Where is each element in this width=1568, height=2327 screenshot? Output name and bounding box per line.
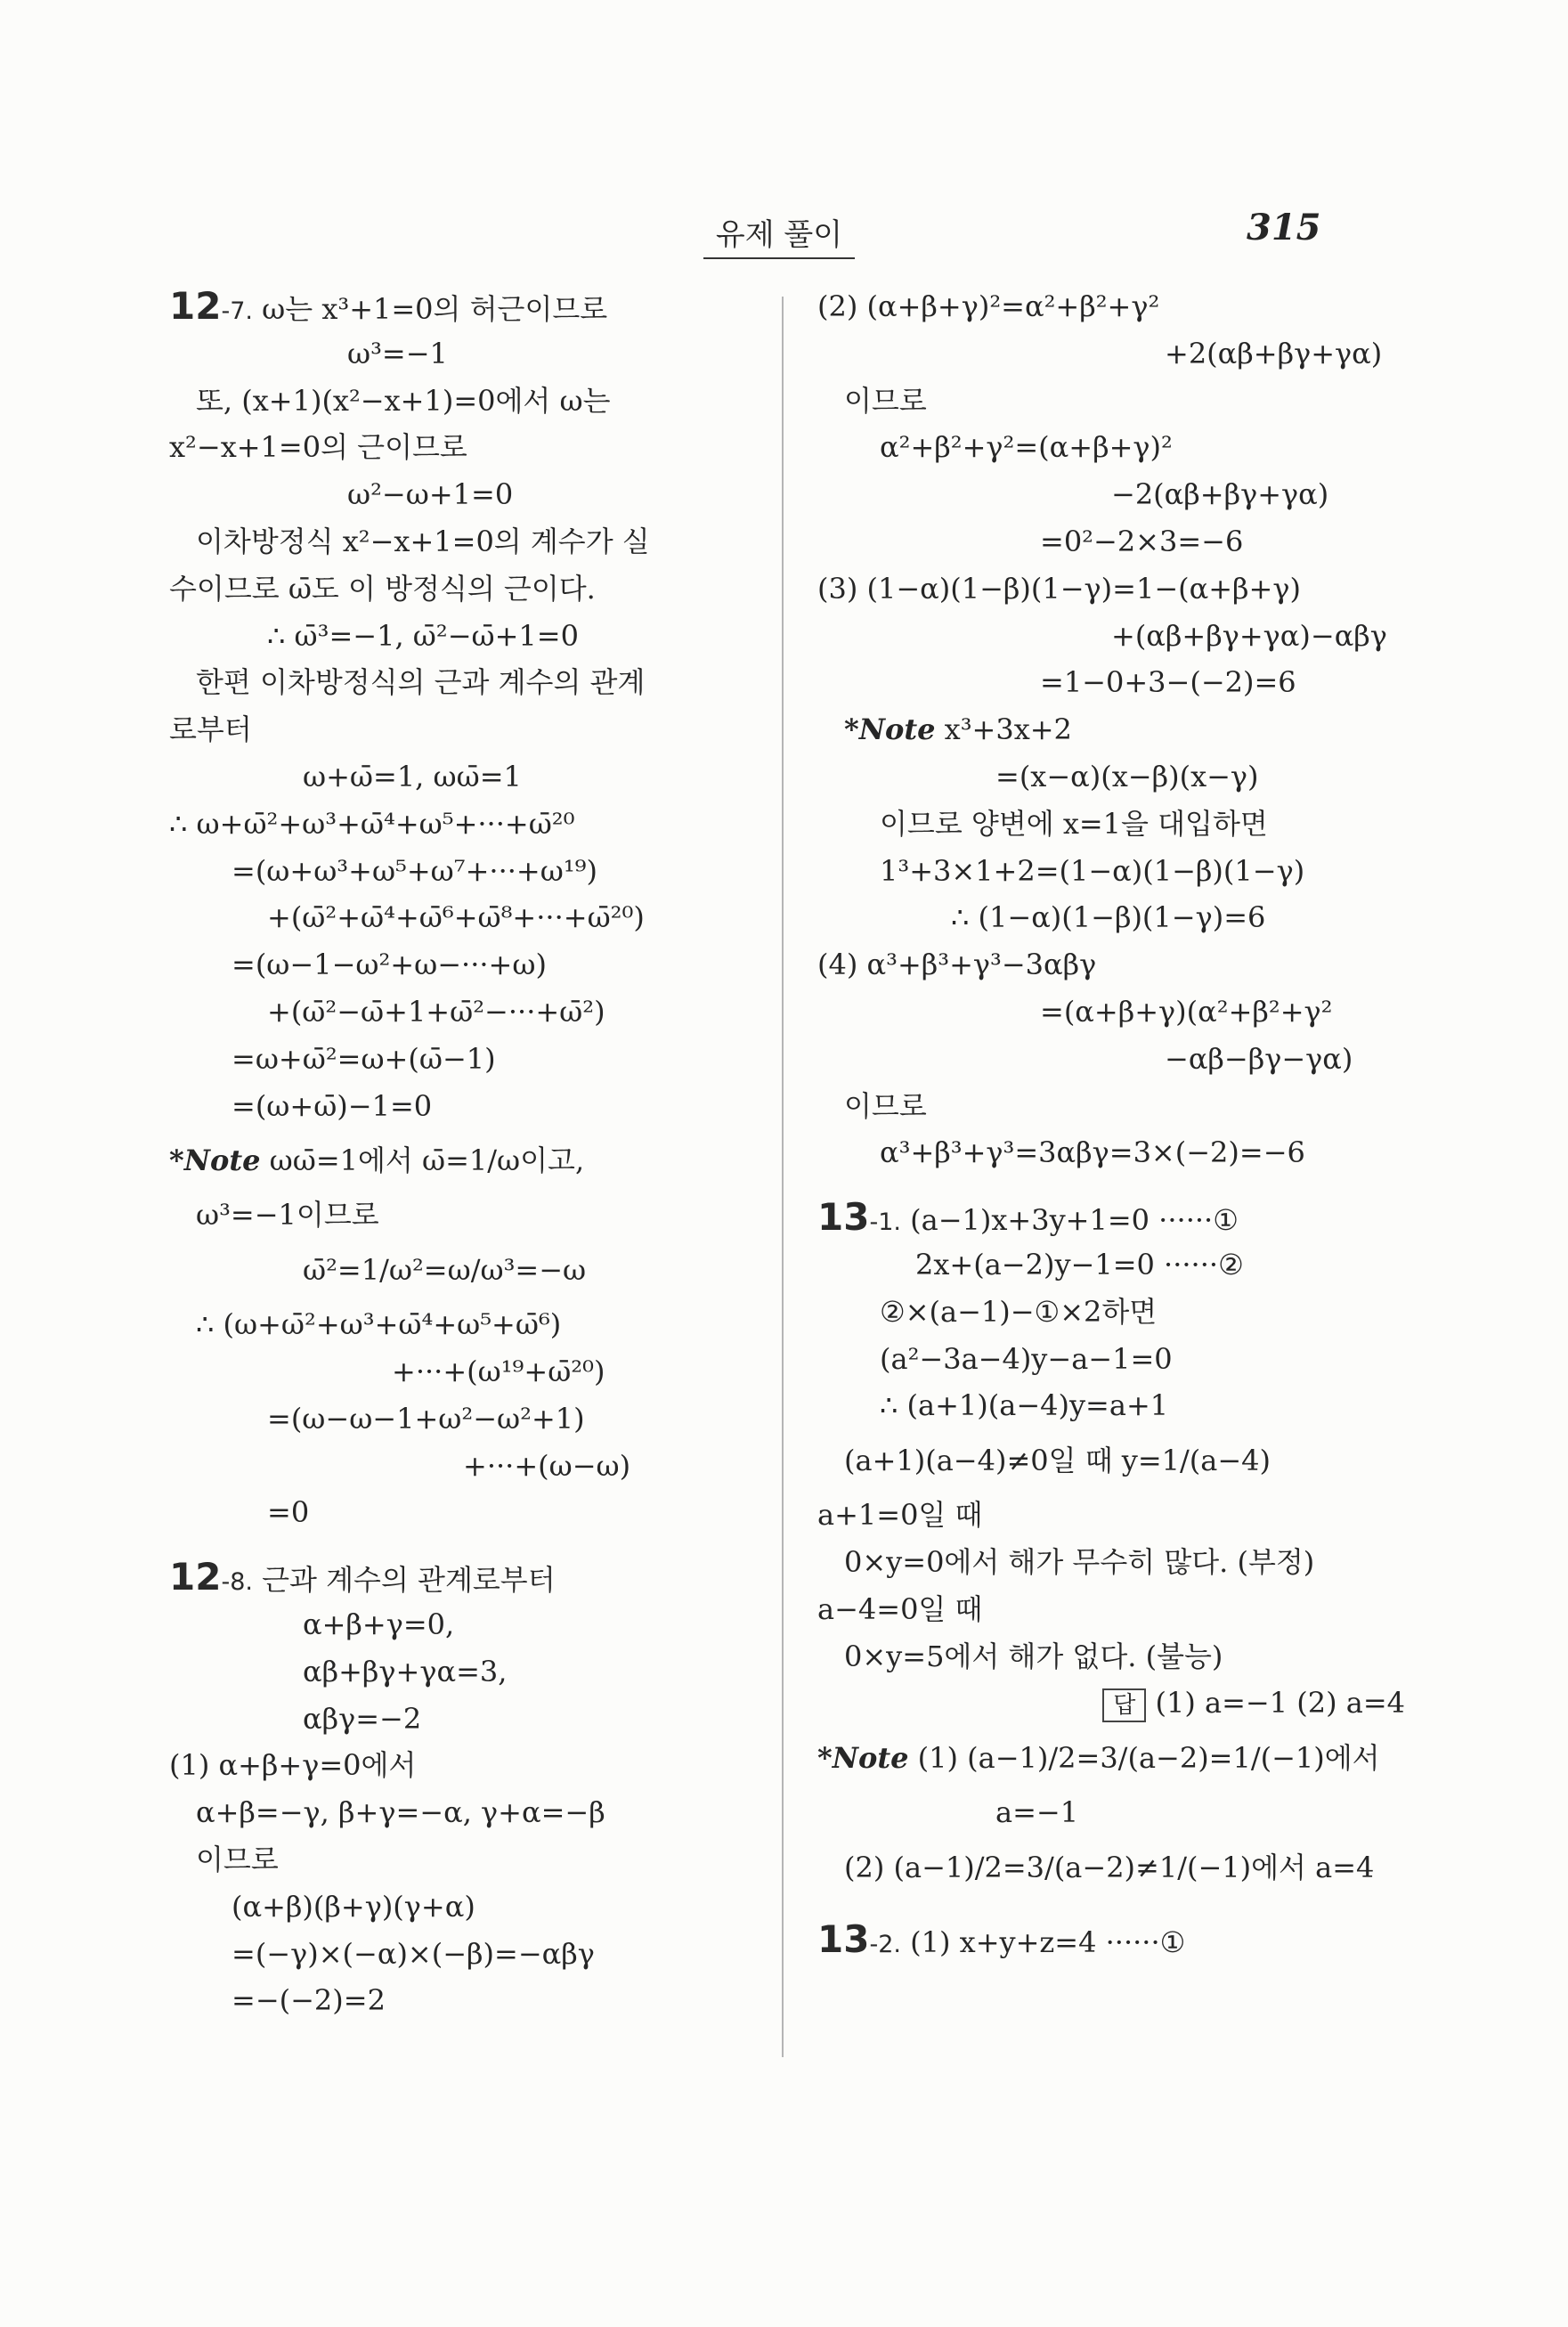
equation-text: =ω+ω̄²=ω+(ω̄−1) xyxy=(232,1041,496,1076)
solution-line xyxy=(817,1083,1405,1130)
solution-line xyxy=(169,753,757,801)
result-value: a=4 xyxy=(1315,1850,1375,1884)
solution-line xyxy=(817,1336,1405,1383)
equation-text: =(ω−1−ω²+ω−···+ω) xyxy=(232,948,547,982)
solution-line xyxy=(169,1489,757,1536)
equation-text: ω³=−1 xyxy=(347,336,448,370)
result-value: 0 xyxy=(290,1495,310,1530)
solution-line xyxy=(817,941,1405,989)
solution-line xyxy=(169,565,757,613)
equation-text: 이므로 xyxy=(844,1088,927,1123)
solution-line xyxy=(817,1129,1405,1176)
equation-text: ω²−ω+1=0 xyxy=(347,477,514,512)
equation-text: ∴ (a+1)(a−4)y=a+1 xyxy=(880,1388,1169,1423)
solution-line xyxy=(817,1633,1405,1680)
equation-text: αβγ=−2 xyxy=(303,1701,422,1736)
problem-number: 12-8. xyxy=(169,1555,253,1599)
equation-text: x²−x+1=0의 근이므로 xyxy=(169,430,467,465)
result-value: 2 xyxy=(367,1983,386,2018)
equation-text: −2(αβ+βγ+γα) xyxy=(1111,477,1329,512)
solution-line xyxy=(817,518,1405,565)
equation-text: α+β+γ=0, xyxy=(303,1607,455,1641)
solution-line xyxy=(169,848,757,895)
solution-line xyxy=(817,330,1405,378)
equation-text: 이차방정식 x²−x+1=0의 계수가 실 xyxy=(196,524,650,558)
solution-line xyxy=(169,518,757,565)
equation-text: (a−1)x+3y+1=0 ······① xyxy=(900,1203,1239,1238)
solution-line xyxy=(817,1036,1405,1083)
equation-text: (3) (1−α)(1−β)(1−γ)=1−(α+β+γ) xyxy=(817,571,1301,606)
result-value: 6 xyxy=(1278,665,1296,700)
solution-line xyxy=(169,706,757,753)
note-label: *Note xyxy=(844,712,936,747)
left-column xyxy=(169,283,757,2024)
page-section-title: 유제 풀이 xyxy=(703,210,855,259)
solution-line xyxy=(169,1192,757,1239)
page-number: 315 xyxy=(1247,207,1321,248)
equation-text: =(ω−ω−1+ω²−ω²+1) xyxy=(267,1401,585,1436)
result-value: a=−1 xyxy=(1205,1686,1288,1721)
equation-text: +(ω̄²+ω̄⁴+ω̄⁶+ω̄⁸+···+ω̄²⁰) xyxy=(267,900,645,935)
equation-text: 1³+3×1+2=(1−α)(1−β)(1−γ) xyxy=(880,853,1305,888)
equation-text: ∴ ω̄³=−1, ω̄²−ω̄+1=0 xyxy=(267,618,579,653)
equation-text: (2) (α+β+γ)²=α²+β²+γ² xyxy=(817,289,1160,323)
solution-line xyxy=(817,659,1405,706)
solution-line xyxy=(169,1977,757,2024)
equation-text: (1) xyxy=(1146,1686,1206,1721)
equation-text: =(α+β+γ)(α²+β²+γ² xyxy=(1040,994,1333,1029)
solution-line xyxy=(169,801,757,848)
solution-line xyxy=(817,1586,1405,1633)
equation-text: =(ω+ω³+ω⁵+ω⁷+···+ω¹⁹) xyxy=(232,853,597,888)
equation-text: (2) xyxy=(1288,1686,1346,1721)
result-value: a=4 xyxy=(1345,1686,1405,1721)
equation-text: αβ+βγ+γα=3, xyxy=(303,1654,508,1688)
problem-number: 12-7. xyxy=(169,284,253,328)
solution-line xyxy=(817,1789,1405,1836)
equation-text: ω+ω̄=1, ωω̄=1 xyxy=(303,759,522,793)
note-label: *Note xyxy=(817,1741,909,1776)
solution-line xyxy=(817,801,1405,848)
solution-line xyxy=(169,1129,757,1192)
equation-text: 근과 계수의 관계로부터 xyxy=(252,1563,556,1598)
equation-text: =(ω+ω̄)−1= xyxy=(232,1088,414,1123)
solution-line xyxy=(817,894,1405,941)
equation-text: (1) (a−1)/2=3/(a−2)=1/(−1)에서 xyxy=(908,1741,1380,1776)
equation-text: 이므로 xyxy=(196,1842,279,1876)
equation-text: +(ω̄²−ω̄+1+ω̄²−···+ω̄²) xyxy=(267,994,605,1029)
equation-text: 2x+(a−2)y−1=0 ······② xyxy=(915,1247,1244,1281)
equation-text: 이므로 xyxy=(844,383,927,418)
equation-text: (α+β)(β+γ)(γ+α) xyxy=(232,1889,475,1924)
equation-text: x³+3x+2 xyxy=(935,712,1072,747)
equation-text: α³+β³+γ³=3αβγ=3×(−2)= xyxy=(880,1135,1263,1170)
result-value: −6 xyxy=(1201,524,1244,558)
solution-line xyxy=(817,1289,1405,1336)
equation-text: =1−0+3−(−2)= xyxy=(1040,665,1279,700)
equation-text: +2(αβ+βγ+γα) xyxy=(1165,336,1383,370)
solution-line xyxy=(817,989,1405,1036)
equation-text: ∴ (1−α)(1−β)(1−γ)= xyxy=(951,900,1247,935)
solution-line xyxy=(169,1931,757,1978)
equation-text: 0×y=5에서 해가 없다. (불능) xyxy=(844,1639,1223,1673)
problem-number: 13-2. xyxy=(817,1916,901,1961)
solution-line xyxy=(169,1239,757,1301)
equation-text: (1) x+y+z=4 ······① xyxy=(900,1924,1186,1959)
solution-line xyxy=(169,1884,757,1931)
equation-text: (a²−3a−4)y−a−1=0 xyxy=(880,1341,1173,1376)
result-value: 0 xyxy=(413,1088,433,1123)
solution-line xyxy=(169,1443,757,1490)
equation-text: ②×(a−1)−①×2하면 xyxy=(880,1294,1158,1329)
note-label: *Note xyxy=(169,1143,261,1178)
equation-text: +···+(ω¹⁹+ω̄²⁰) xyxy=(392,1354,605,1388)
solution-line xyxy=(817,1429,1405,1492)
solution-line xyxy=(817,1194,1405,1241)
equation-text: a−4=0일 때 xyxy=(817,1591,983,1626)
solution-line xyxy=(169,613,757,660)
solution-line xyxy=(817,1727,1405,1789)
solution-line xyxy=(169,283,757,330)
equation-text: (a+1)(a−4)≠0일 때 y=1/(a−4) xyxy=(844,1444,1271,1478)
solution-line xyxy=(169,330,757,378)
solution-line xyxy=(169,1836,757,1884)
solution-line xyxy=(169,378,757,425)
solution-line xyxy=(817,1492,1405,1539)
result-value: −6 xyxy=(1263,1135,1305,1170)
solution-line xyxy=(817,1382,1405,1429)
equation-text: −αβ−βγ−γα) xyxy=(1165,1041,1353,1076)
solution-line xyxy=(817,1916,1405,1964)
result-value: a=−1 xyxy=(995,1795,1079,1830)
equation-text: (4) α³+β³+γ³−3αβγ xyxy=(817,948,1097,982)
solution-line xyxy=(817,753,1405,801)
equation-text: ω는 x³+1=0의 허근이므로 xyxy=(252,292,608,326)
equation-text: +(αβ+βγ+γα)−αβγ xyxy=(1111,618,1387,653)
equation-text: ∴ (ω+ω̄²+ω³+ω̄⁴+ω⁵+ω̄⁶) xyxy=(196,1307,562,1342)
equation-text: =(−γ)×(−α)×(−β)=−αβγ xyxy=(232,1936,595,1971)
equation-text: a+1=0일 때 xyxy=(817,1498,983,1533)
problem-number: 13-1. xyxy=(817,1195,901,1240)
solution-line xyxy=(169,1554,757,1601)
solution-line xyxy=(817,1241,1405,1289)
solution-line xyxy=(817,378,1405,425)
equation-text: (2) (a−1)/2=3/(a−2)≠1/(−1)에서 xyxy=(844,1850,1316,1884)
equation-text: = xyxy=(267,1495,291,1530)
solution-line xyxy=(169,1742,757,1789)
solution-line xyxy=(169,1648,757,1696)
solution-line xyxy=(817,848,1405,895)
solution-line xyxy=(169,1301,757,1348)
solution-line xyxy=(169,1348,757,1395)
solution-line xyxy=(169,989,757,1036)
equation-text: ω̄²=1/ω²=ω/ω³=−ω xyxy=(303,1253,587,1288)
equation-text: α+β=−γ, β+γ=−α, γ+α=−β xyxy=(196,1795,605,1830)
solution-line xyxy=(169,1395,757,1443)
equation-text: ∴ ω+ω̄²+ω³+ω̄⁴+ω⁵+···+ω̄²⁰ xyxy=(169,806,575,841)
equation-text: 한편 이차방정식의 근과 계수의 관계 xyxy=(196,665,646,700)
equation-text: =(x−α)(x−β)(x−γ) xyxy=(995,759,1259,793)
equation-text: (1) α+β+γ=0에서 xyxy=(169,1748,417,1783)
equation-text: 0×y=0에서 해가 무수히 많다. (부정) xyxy=(844,1544,1315,1579)
solution-line xyxy=(817,565,1405,613)
equation-text: 이므로 양변에 x=1을 대입하면 xyxy=(880,806,1268,841)
equation-text: =0²−2×3= xyxy=(1040,524,1202,558)
solution-line xyxy=(169,941,757,989)
solution-line xyxy=(169,894,757,941)
solution-line xyxy=(169,1696,757,1743)
solution-line xyxy=(817,706,1405,753)
solution-line xyxy=(169,1789,757,1836)
solution-line xyxy=(817,613,1405,660)
solution-line xyxy=(817,1539,1405,1586)
solution-line xyxy=(817,471,1405,518)
equation-text: 또, (x+1)(x²−x+1)=0에서 ω는 xyxy=(196,383,611,418)
equation-text: =−(−2)= xyxy=(232,1983,368,2018)
solution-line xyxy=(817,1836,1405,1899)
solution-line xyxy=(817,1680,1405,1727)
equation-text: +···+(ω−ω) xyxy=(463,1448,631,1483)
equation-text: α²+β²+γ²=(α+β+γ)² xyxy=(880,430,1173,465)
solution-line xyxy=(169,1036,757,1083)
solution-line xyxy=(169,1601,757,1648)
solution-line xyxy=(817,424,1405,471)
equation-text: ω³=−1이므로 xyxy=(196,1198,379,1233)
equation-text: 로부터 xyxy=(169,712,252,747)
answer-label: 답 xyxy=(1102,1688,1146,1722)
solution-line xyxy=(169,424,757,471)
solution-line xyxy=(169,471,757,518)
column-divider xyxy=(782,297,784,2057)
solution-line xyxy=(169,1083,757,1130)
solution-line xyxy=(817,283,1405,330)
equation-text: 수이므로 ω̄도 이 방정식의 근이다. xyxy=(169,571,596,606)
equation-text: ωω̄=1에서 ω̄=1/ω이고, xyxy=(260,1143,585,1178)
solution-line xyxy=(169,659,757,706)
right-column xyxy=(817,283,1405,1964)
result-value: 6 xyxy=(1247,900,1266,935)
